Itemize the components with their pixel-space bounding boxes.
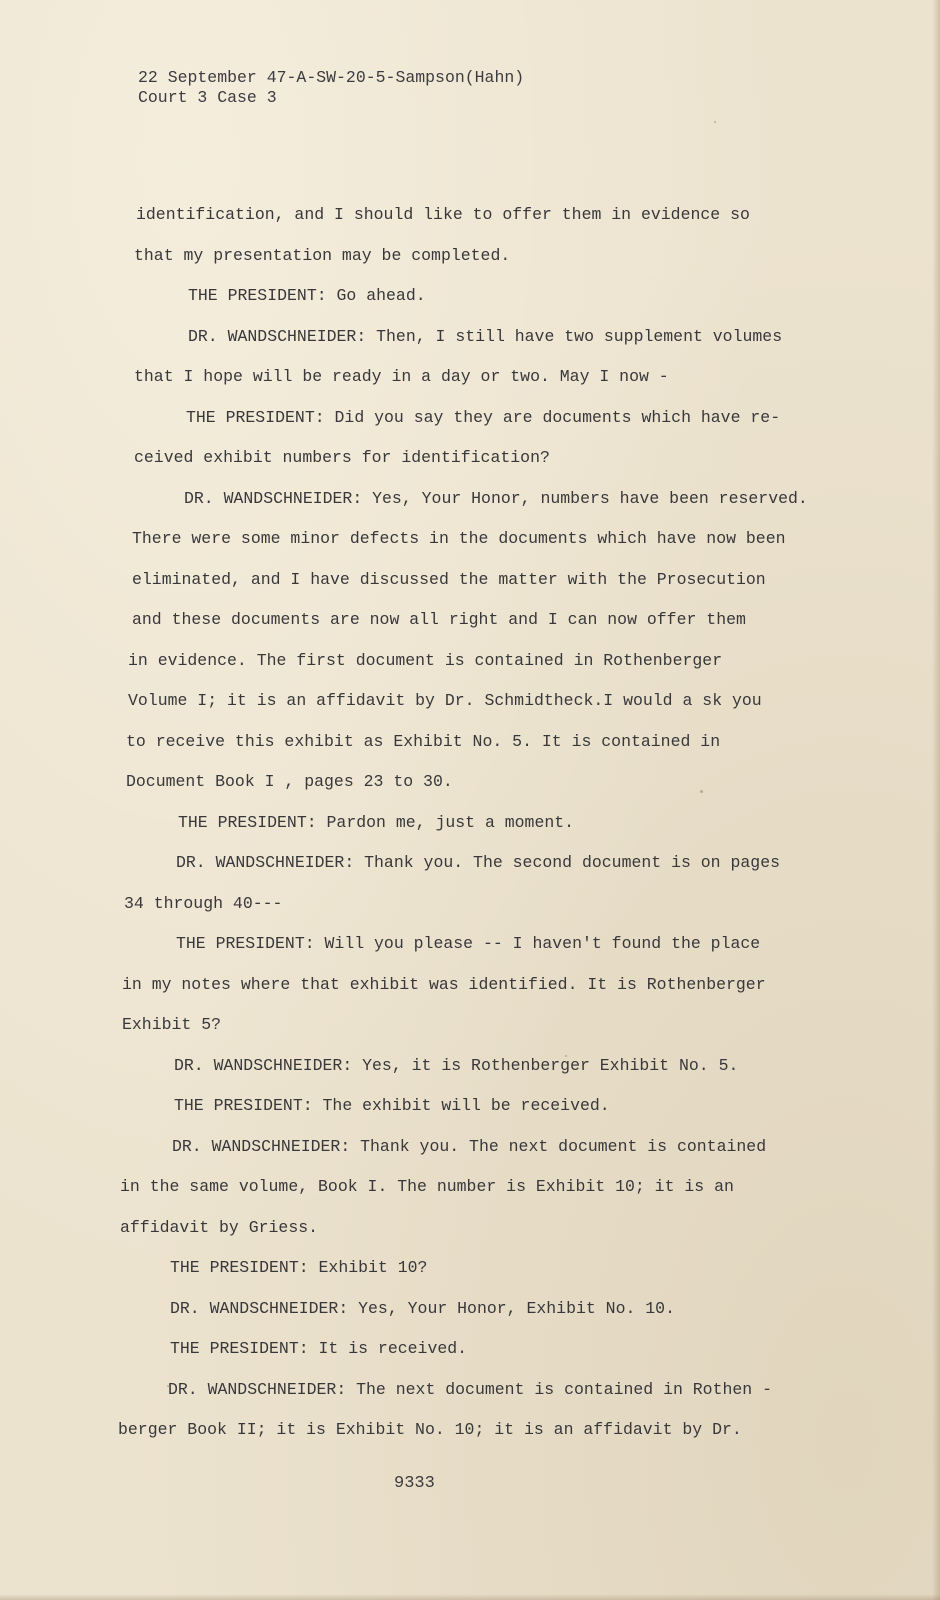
transcript-line: There were some minor defects in the documents which have now been: [132, 529, 786, 548]
transcript-line: DR. WANDSCHNEIDER: Yes, Your Honor, numbers have been reserved.: [184, 488, 808, 508]
transcript-line: THE PRESIDENT: Pardon me, just a moment.: [178, 812, 575, 832]
page-number: 9333: [394, 1474, 435, 1493]
transcript-body: [118, 195, 838, 1451]
transcript-line: in the same volume, Book I. The number is Exhibit 10; it is an: [120, 1177, 734, 1196]
transcript-line: THE PRESIDENT: Did you say they are documents which have re-: [186, 407, 781, 427]
transcript-line: to receive this exhibit as Exhibit No. 5. It is contained in: [126, 731, 721, 751]
transcript-line: identification, and I should like to offer them in evidence so: [136, 205, 750, 224]
transcript-line: DR. WANDSCHNEIDER: Thank you. The next document is contained: [172, 1136, 767, 1156]
transcript-line: in my notes where that exhibit was identified. It is Rothenberger: [122, 974, 766, 994]
transcript-line: THE PRESIDENT: Will you please -- I haven't found the place: [176, 934, 761, 953]
transcript-line: DR. WANDSCHNEIDER: Yes, Your Honor, Exhibit No. 10.: [170, 1298, 675, 1318]
document-header: [138, 68, 524, 108]
transcript-line: and these documents are now all right and I can now offer them: [132, 610, 746, 629]
transcript-line: that my presentation may be completed.: [134, 245, 511, 265]
page-edge-shadow-bottom: [0, 1594, 940, 1600]
transcript-line: DR. WANDSCHNEIDER: Yes, it is Rothenberger Exhibit No. 5.: [174, 1055, 739, 1075]
transcript-line: THE PRESIDENT: Exhibit 10?: [170, 1258, 428, 1277]
transcript-line: DR. WANDSCHNEIDER: The next document is contained in Rothen -: [168, 1379, 772, 1399]
header-session-line: 22 September 47-A-SW-20-5-Sampson(Hahn): [138, 68, 525, 87]
transcript-line: Volume I; it is an affidavit by Dr. Schmidtheck.I would a sk you: [128, 691, 762, 710]
transcript-line: THE PRESIDENT: The exhibit will be received.: [174, 1096, 610, 1115]
transcript-line: DR. WANDSCHNEIDER: Then, I still have two supplement volumes: [188, 326, 783, 346]
transcript-line: 34 through 40---: [124, 893, 283, 913]
transcript-line: ceived exhibit numbers for identification?: [134, 448, 550, 467]
transcript-line: THE PRESIDENT: It is received.: [170, 1339, 468, 1358]
page-edge-shadow: [932, 0, 940, 1600]
transcript-line: Exhibit 5?: [122, 1015, 222, 1034]
transcript-line: eliminated, and I have discussed the matter with the Prosecution: [132, 569, 766, 589]
transcript-line: DR. WANDSCHNEIDER: Thank you. The second document is on pages: [176, 853, 780, 872]
transcript-line: affidavit by Griess.: [120, 1217, 319, 1237]
transcript-line: in evidence. The first document is contained in Rothenberger: [128, 650, 723, 670]
header-court-line: Court 3 Case 3: [138, 88, 277, 107]
transcript-line: Document Book I , pages 23 to 30.: [126, 772, 453, 791]
transcript-line: berger Book II; it is Exhibit No. 10; it is an affidavit by Dr.: [118, 1420, 742, 1439]
transcript-line: THE PRESIDENT: Go ahead.: [188, 286, 426, 305]
paper-speck: [714, 121, 716, 123]
transcript-line: that I hope will be ready in a day or two. May I now -: [134, 367, 669, 386]
